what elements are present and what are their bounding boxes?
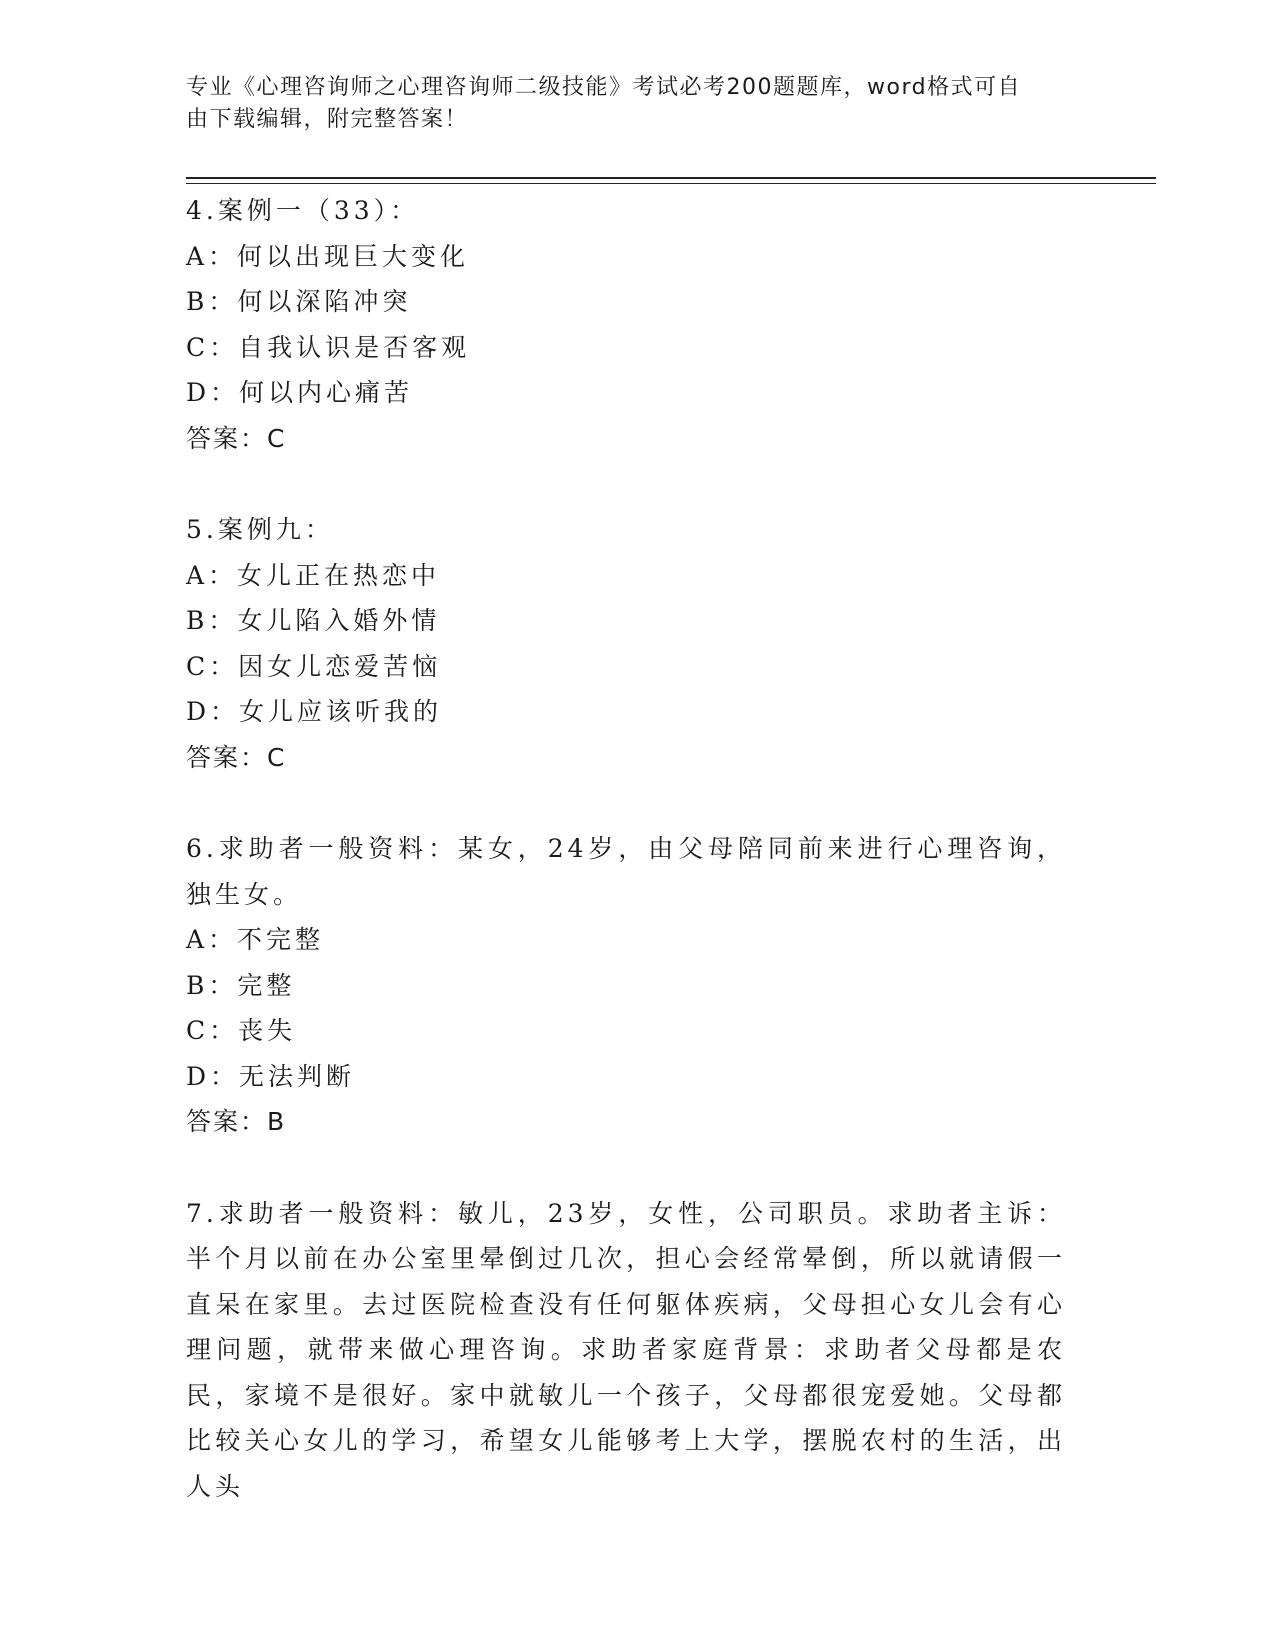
question-6 bbox=[186, 826, 1066, 1145]
option-c: C：丧失 bbox=[186, 1016, 297, 1045]
option-b: B：女儿陷入婚外情 bbox=[186, 606, 441, 635]
answer-line: 答案：C bbox=[186, 742, 287, 772]
option-d: D：何以内心痛苦 bbox=[186, 378, 414, 407]
option-a: A：女儿正在热恋中 bbox=[186, 560, 441, 590]
option-d: D：女儿应该听我的 bbox=[186, 697, 443, 726]
document-header bbox=[186, 72, 1066, 136]
question-stem: 6.求助者一般资料：某女，24岁，由父母陪同前来进行心理咨询，独生女。 bbox=[186, 834, 1066, 909]
question-4 bbox=[186, 188, 1066, 461]
question-7 bbox=[186, 1191, 1066, 1510]
question-stem: 4.案例一（33）： bbox=[186, 196, 420, 225]
answer-line: 答案：C bbox=[186, 423, 287, 453]
question-5 bbox=[186, 507, 1066, 780]
question-list bbox=[186, 188, 1066, 1555]
option-c: C：自我认识是否客观 bbox=[186, 332, 471, 362]
option-b: B：何以深陷冲突 bbox=[186, 287, 412, 316]
option-c: C：因女儿恋爱苦恼 bbox=[186, 651, 442, 681]
header-rule-thin bbox=[186, 183, 1156, 184]
question-stem: 5.案例九： bbox=[186, 515, 334, 544]
option-b: B：完整 bbox=[186, 970, 296, 1000]
answer-line: 答案：B bbox=[186, 1107, 287, 1136]
option-a: A：不完整 bbox=[186, 925, 325, 954]
header-rule-thick bbox=[186, 177, 1156, 179]
header-line-1: 专业《心理咨询师之心理咨询师二级技能》考试必考200题题库，word格式可自 bbox=[186, 75, 1022, 100]
option-d: D：无法判断 bbox=[186, 1061, 356, 1091]
option-a: A：何以出现巨大变化 bbox=[186, 241, 470, 271]
question-stem: 7.求助者一般资料：敏儿，23岁，女性，公司职员。求助者主诉：半个月以前在办公室里晕倒过几次，担心会经常晕倒，所以就请假一直呆在家里。去过医院检查没有任何躯体疾病，父母担心女儿会有心理问题，就带来做心理咨询。求助者家庭背景：求助者父母都是农民，家境不是很好。家中就敏儿一个孩子，父母都很宠爱她。父母都比较关心女儿的学习，希望女儿能够考上大学，摆脱农村的生活，出人头 bbox=[186, 1198, 1066, 1501]
header-line-2: 由下载编辑，附完整答案！ bbox=[186, 107, 469, 132]
